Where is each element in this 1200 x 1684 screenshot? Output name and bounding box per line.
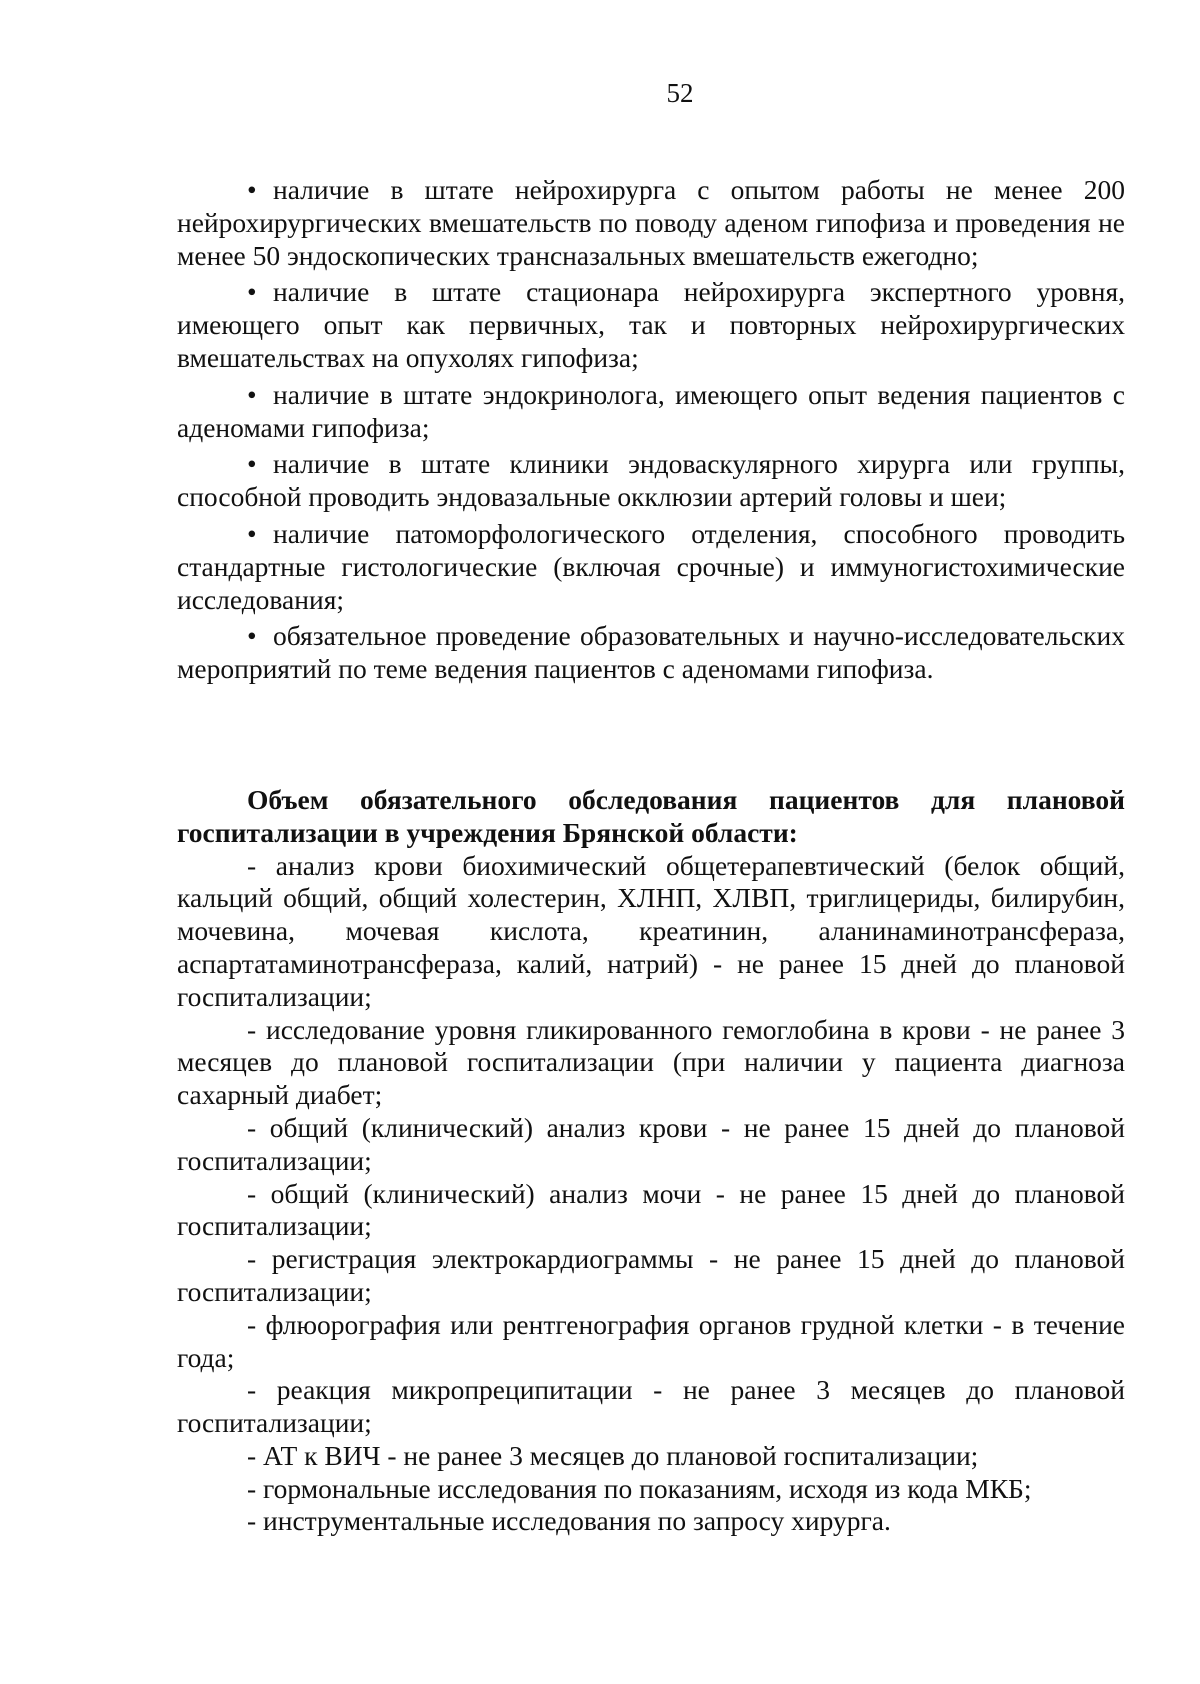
examination-item: - гормональные исследования по показаниям, исходя из кода МКБ; xyxy=(247,1472,1032,1504)
section-heading: Объем обязательного обследования пациентов для плановой госпитализации в учреждения Брянской области: xyxy=(177,783,1125,848)
requirement-item xyxy=(177,379,1125,445)
requirement-item xyxy=(177,620,1125,686)
document-body xyxy=(177,174,1125,1538)
examination-item: - анализ крови биохимический общетерапевтический (белок общий, кальций общий, общий холестерин, ХЛНП, ХЛВП, триглицериды, билирубин, мочевина, мочевая кислота, креатинин, аланинаминотрансфераза, аспартатаминотрансфераза, калий, натрий) - не ранее 15 дней до плановой госпитализации; xyxy=(177,849,1125,1012)
examination-item: - общий (клинический) анализ мочи - не ранее 15 дней до плановой госпитализации; xyxy=(177,1177,1125,1242)
requirement-item xyxy=(177,174,1125,272)
examination-item: - регистрация электрокардиограммы - не ранее 15 дней до плановой госпитализации; xyxy=(177,1243,1125,1307)
requirement-item xyxy=(177,276,1125,374)
bullet-icon: • xyxy=(247,620,257,652)
requirement-item xyxy=(177,518,1125,616)
examination-item: - флюорография или рентгенография органов грудной клетки - в течение года; xyxy=(177,1308,1125,1373)
requirement-text: наличие патоморфологического отделения, способного проводить стандартные гистологические (включая срочные) и иммуногистохимические исследования; xyxy=(177,517,1125,615)
bullet-icon: • xyxy=(247,378,257,410)
requirement-item xyxy=(177,448,1125,514)
requirement-text: наличие в штате нейрохирурга с опытом работы не менее 200 нейрохирургических вмешательств по поводу аденом гипофиза и проведения не менее 50 эндоскопических трансназальных вмешательств ежегодно; xyxy=(177,174,1125,271)
bullet-icon: • xyxy=(247,448,257,480)
requirement-text: наличие в штате стационара нейрохирурга экспертного уровня, имеющего опыт как первичных, так и повторных нейрохирургических вмешательствах на опухолях гипофиза; xyxy=(177,276,1125,373)
examinations-list xyxy=(177,850,1125,1539)
bullet-icon: • xyxy=(247,276,257,308)
examination-item: - общий (клинический) анализ крови - не ранее 15 дней до плановой госпитализации; xyxy=(177,1111,1125,1176)
requirement-text: наличие в штате клиники эндоваскулярного хирурга или группы, способной проводить эндовазальные окклюзии артерий головы и шеи; xyxy=(177,448,1125,513)
examination-item: - реакция микропреципитации - не ранее 3 месяцев до плановой госпитализации; xyxy=(177,1374,1125,1439)
examination-item: - инструментальные исследования по запросу хирурга. xyxy=(247,1505,891,1537)
requirement-text: наличие в штате эндокринолога, имеющего опыт ведения пациентов с аденомами гипофиза; xyxy=(177,378,1125,443)
requirement-text: обязательное проведение образовательных и научно-исследовательских мероприятий по теме ведения пациентов с аденомами гипофиза. xyxy=(177,620,1125,685)
bullet-icon: • xyxy=(247,174,257,205)
examination-item: - исследование уровня гликированного гемоглобина в крови - не ранее 3 месяцев до плановой госпитализации (при наличии у пациента диагноза сахарный диабет; xyxy=(177,1013,1125,1111)
examination-item: - АТ к ВИЧ - не ранее 3 месяцев до плановой госпитализации; xyxy=(247,1439,979,1471)
requirements-list xyxy=(177,174,1125,686)
page-number: 52 xyxy=(666,78,694,108)
bullet-icon: • xyxy=(247,517,257,549)
